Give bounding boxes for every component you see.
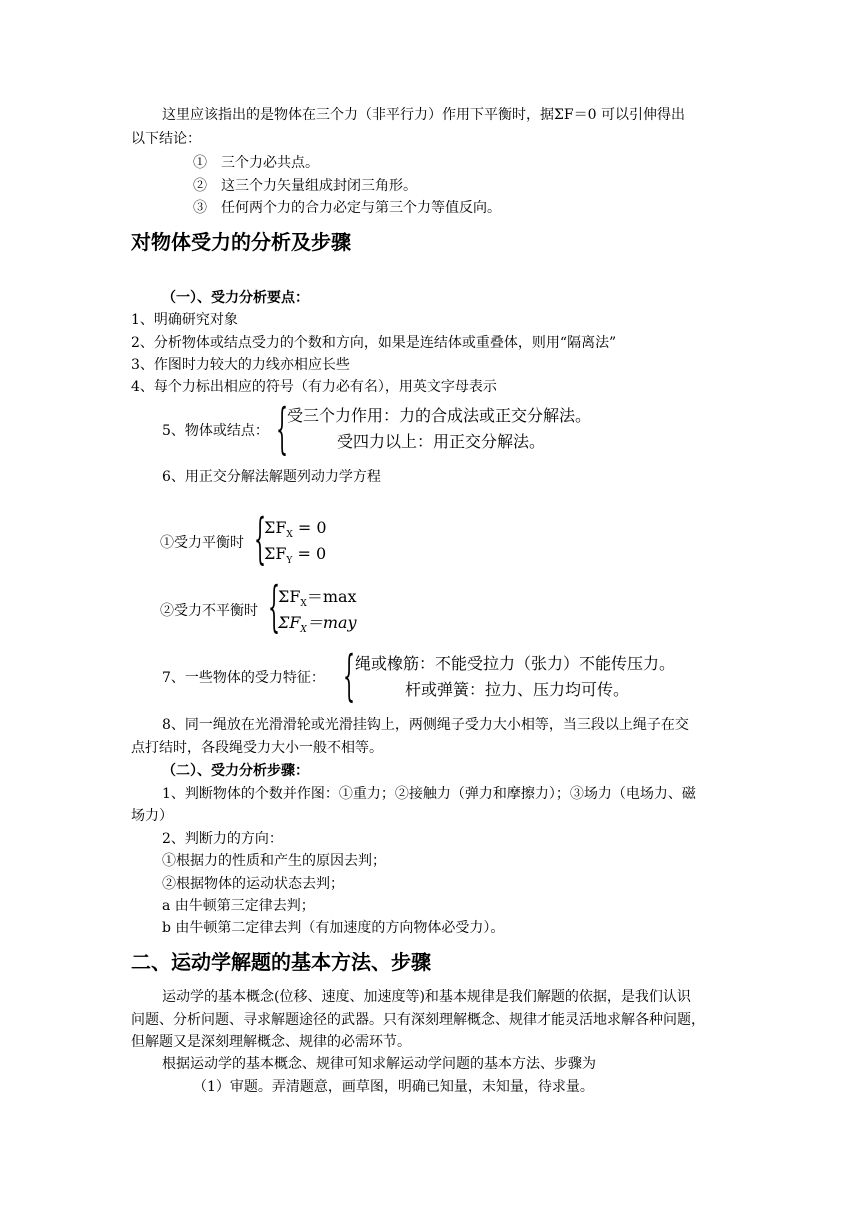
part2-sub-2: ②根据物体的运动状态去判；	[162, 876, 344, 892]
eq1-line-2	[264, 544, 326, 567]
item7-case-1: 绳或橡筋：不能受拉力（张力）不能传压力。	[355, 654, 676, 673]
kinematics-p2: 根据运动学的基本概念、规律可知求解运动学问题的基本方法、步骤为	[162, 1056, 596, 1072]
eq2-brace: {	[268, 575, 281, 638]
eq2-label: ②受力不平衡时	[160, 603, 258, 619]
part1-item-8-line-1: 8、同一绳放在光滑滑轮或光滑挂钩上，两侧绳子受力大小相等，当三段以上绳子在交	[162, 717, 689, 733]
eq1-line1-rhs: = 0	[292, 518, 327, 537]
item5-brace: {	[276, 397, 289, 460]
part1-item-4: 4、每个力标出相应的符号（有力必有名），用英文字母表示	[131, 379, 497, 395]
eq2-line-1	[278, 587, 357, 610]
eq1-line1-sub: X	[286, 530, 293, 540]
item7-brace: {	[343, 644, 356, 707]
eq2-line2-rhs: ＝may	[306, 613, 357, 632]
conclusion-2: ② 这三个力矢量组成封闭三角形。	[193, 178, 417, 194]
part2-sub-1: ①根据力的性质和产生的原因去判；	[162, 853, 386, 869]
item5-case-1: 受三个力作用：力的合成法或正交分解法。	[287, 406, 592, 425]
eq2-line1-rhs: ＝max	[306, 587, 357, 606]
part1-item-6: 6、用正交分解法解题列动力学方程	[162, 469, 381, 485]
part1-item-1: 1、明确研究对象	[131, 312, 238, 328]
kinematics-step-1: （1）审题。弄清题意，画草图，明确已知量，未知量，待求量。	[193, 1079, 594, 1095]
part2-sub-b: b 由牛顿第二定律去判（有加速度的方向物体必受力）。	[162, 920, 505, 936]
eq1-line2-rhs: = 0	[292, 544, 327, 563]
eq1-line2-sigma: ΣF	[264, 544, 287, 563]
item5-case-2: 受四力以上：用正交分解法。	[337, 432, 546, 451]
part2-sub-a: a 由牛顿第三定律去判；	[162, 898, 315, 914]
part2-step-2: 2、判断力的方向：	[162, 831, 283, 847]
item7-case-2: 杆或弹簧：拉力、压力均可传。	[405, 680, 630, 699]
conclusion-3: ③ 任何两个力的合力必定与第三个力等值反向。	[193, 200, 501, 216]
part2-title: （二）、受力分析步骤：	[162, 763, 309, 779]
part1-item-3: 3、作图时力较大的力线亦相应长些	[131, 357, 350, 373]
conclusion-1: ① 三个力必共点。	[193, 155, 319, 171]
kinematics-p1-line-1: 运动学的基本概念(位移、速度、加速度等)和基本规律是我们解题的依据，是我们认识	[162, 989, 691, 1005]
part2-step-1-line-2: 场力）	[131, 808, 173, 824]
intro-line-2: 以下结论：	[131, 131, 201, 147]
eq1-label: ①受力平衡时	[160, 535, 244, 551]
kinematics-p1-line-3: 但解题又是深刻理解概念、规律的必需环节。	[131, 1034, 411, 1050]
part1-item-8-line-2: 点打结时，各段绳受力大小一般不相等。	[131, 740, 383, 756]
eq2-line1-sub: X	[300, 599, 307, 609]
part1-title: （一）、受力分析要点：	[162, 290, 309, 306]
eq2-line2-sub: X	[300, 625, 307, 635]
heading-kinematics: 二、运动学解题的基本方法、步骤	[131, 950, 431, 974]
eq1-line-1	[264, 518, 327, 541]
item5-label: 5、物体或结点：	[162, 423, 269, 439]
kinematics-p1-line-2: 问题、分析问题、寻求解题途径的武器。只有深刻理解概念、规律才能灵活地求解各种问题，	[131, 1012, 705, 1028]
intro-line-1: 这里应该指出的是物体在三个力（非平行力）作用下平衡时，据ΣF＝0 可以引伸得出	[162, 107, 685, 123]
eq1-line1-sigma: ΣF	[264, 518, 287, 537]
eq1-line2-sub: Y	[286, 556, 293, 566]
eq1-brace: {	[254, 507, 267, 570]
part2-step-1-line-1: 1、判断物体的个数并作图：①重力；②接触力（弹力和摩擦力）；③场力（电场力、磁	[162, 786, 696, 802]
heading-force-analysis: 对物体受力的分析及步骤	[131, 230, 351, 254]
item7-label: 7、一些物体的受力特征：	[162, 670, 325, 686]
eq2-line-2	[278, 613, 357, 636]
eq2-line1-sigma: ΣF	[278, 587, 301, 606]
part1-item-2: 2、分析物体或结点受力的个数和方向，如果是连结体或重叠体，则用“隔离法”	[131, 335, 617, 351]
eq2-line2-sigma: ΣF	[278, 613, 301, 632]
